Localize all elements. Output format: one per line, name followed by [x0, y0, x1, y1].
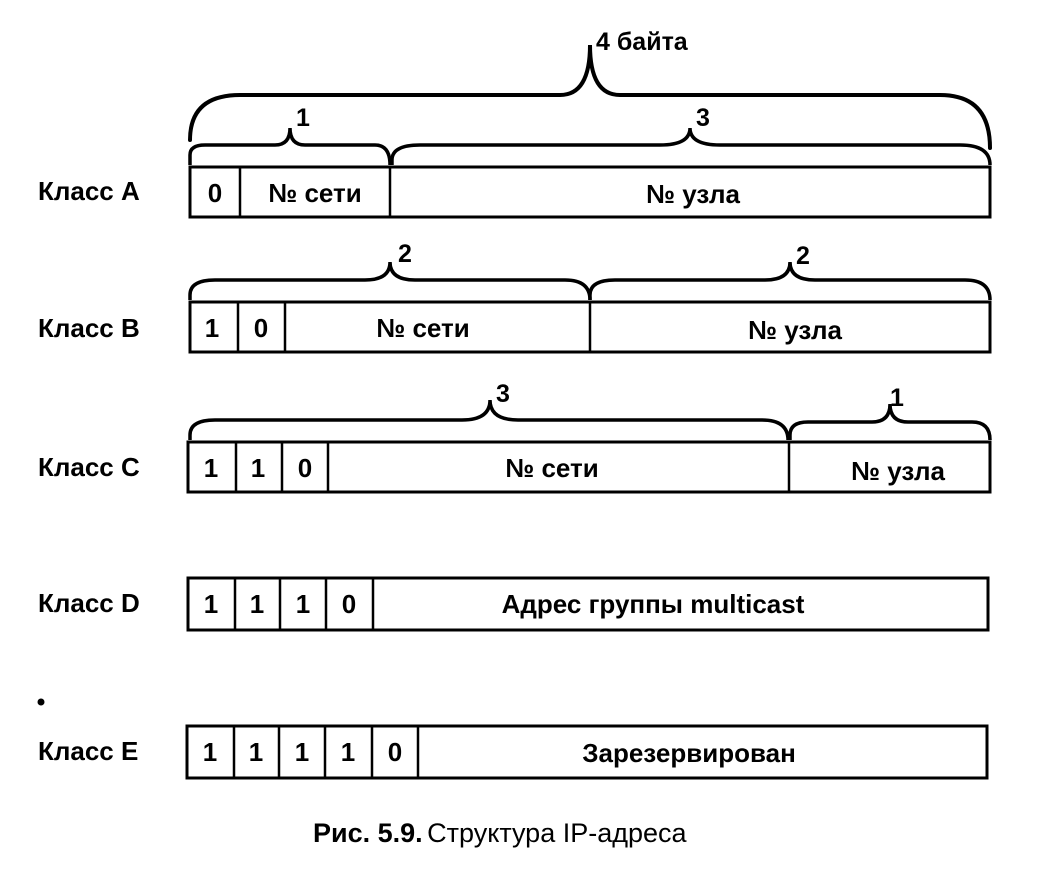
figure-caption-text: Структура IP-адреса	[427, 818, 687, 848]
class-b-row	[38, 240, 990, 352]
class-e-bit-4: 1	[340, 737, 356, 767]
class-a-network-field: № сети	[268, 178, 362, 208]
class-a-bit-1: 0	[207, 178, 223, 208]
class-e-bit-5: 0	[387, 737, 403, 767]
class-b-host-field: № узла	[748, 315, 842, 345]
class-a-network-brace	[190, 128, 390, 165]
class-e-reserved-field: Зарезервирован	[582, 738, 796, 768]
class-d-bit-3: 1	[295, 589, 311, 619]
class-b-label: Класс B	[38, 313, 140, 343]
class-c-bit-3: 0	[297, 453, 313, 483]
class-d-multicast-field: Адрес группы multicast	[501, 589, 805, 619]
class-b-bit-1: 1	[204, 313, 220, 343]
class-c-network-field: № сети	[505, 453, 599, 483]
class-e-bit-3: 1	[294, 737, 310, 767]
class-e-bit-2: 1	[248, 737, 264, 767]
class-a-host-bytes: 3	[696, 104, 710, 132]
class-b-host-brace	[590, 262, 990, 300]
class-b-network-bytes: 2	[398, 240, 412, 268]
class-e-bit-1: 1	[202, 737, 218, 767]
class-a-label: Класс A	[38, 176, 140, 206]
class-d-bit-4: 0	[341, 589, 357, 619]
class-b-network-brace	[190, 262, 590, 300]
class-b-host-bytes: 2	[796, 242, 810, 270]
class-c-row	[38, 380, 990, 492]
class-b-network-field: № сети	[376, 313, 470, 343]
class-a-host-brace	[392, 128, 990, 165]
class-a-host-field: № узла	[646, 179, 740, 209]
stray-dot	[38, 699, 45, 706]
class-e-row	[38, 726, 987, 778]
class-d-bit-1: 1	[203, 589, 219, 619]
class-a-network-bytes: 1	[296, 104, 310, 132]
class-c-label: Класс C	[38, 452, 140, 482]
class-d-bit-2: 1	[249, 589, 265, 619]
class-c-bit-2: 1	[250, 453, 266, 483]
class-c-network-bytes: 3	[496, 380, 510, 408]
four-bytes-brace	[190, 28, 990, 148]
figure-caption-number: Рис. 5.9.	[313, 818, 423, 848]
class-c-bit-1: 1	[203, 453, 219, 483]
class-d-row	[38, 578, 988, 630]
four-bytes-label: 4 байта	[596, 28, 688, 56]
class-c-host-field: № узла	[851, 456, 945, 486]
class-d-label: Класс D	[38, 588, 140, 618]
class-c-network-brace	[190, 400, 788, 440]
class-a-row	[38, 104, 990, 217]
class-c-host-bytes: 1	[890, 384, 904, 412]
class-b-bit-2: 0	[253, 313, 269, 343]
figure-caption	[313, 818, 688, 848]
class-e-label: Класс E	[38, 736, 139, 766]
